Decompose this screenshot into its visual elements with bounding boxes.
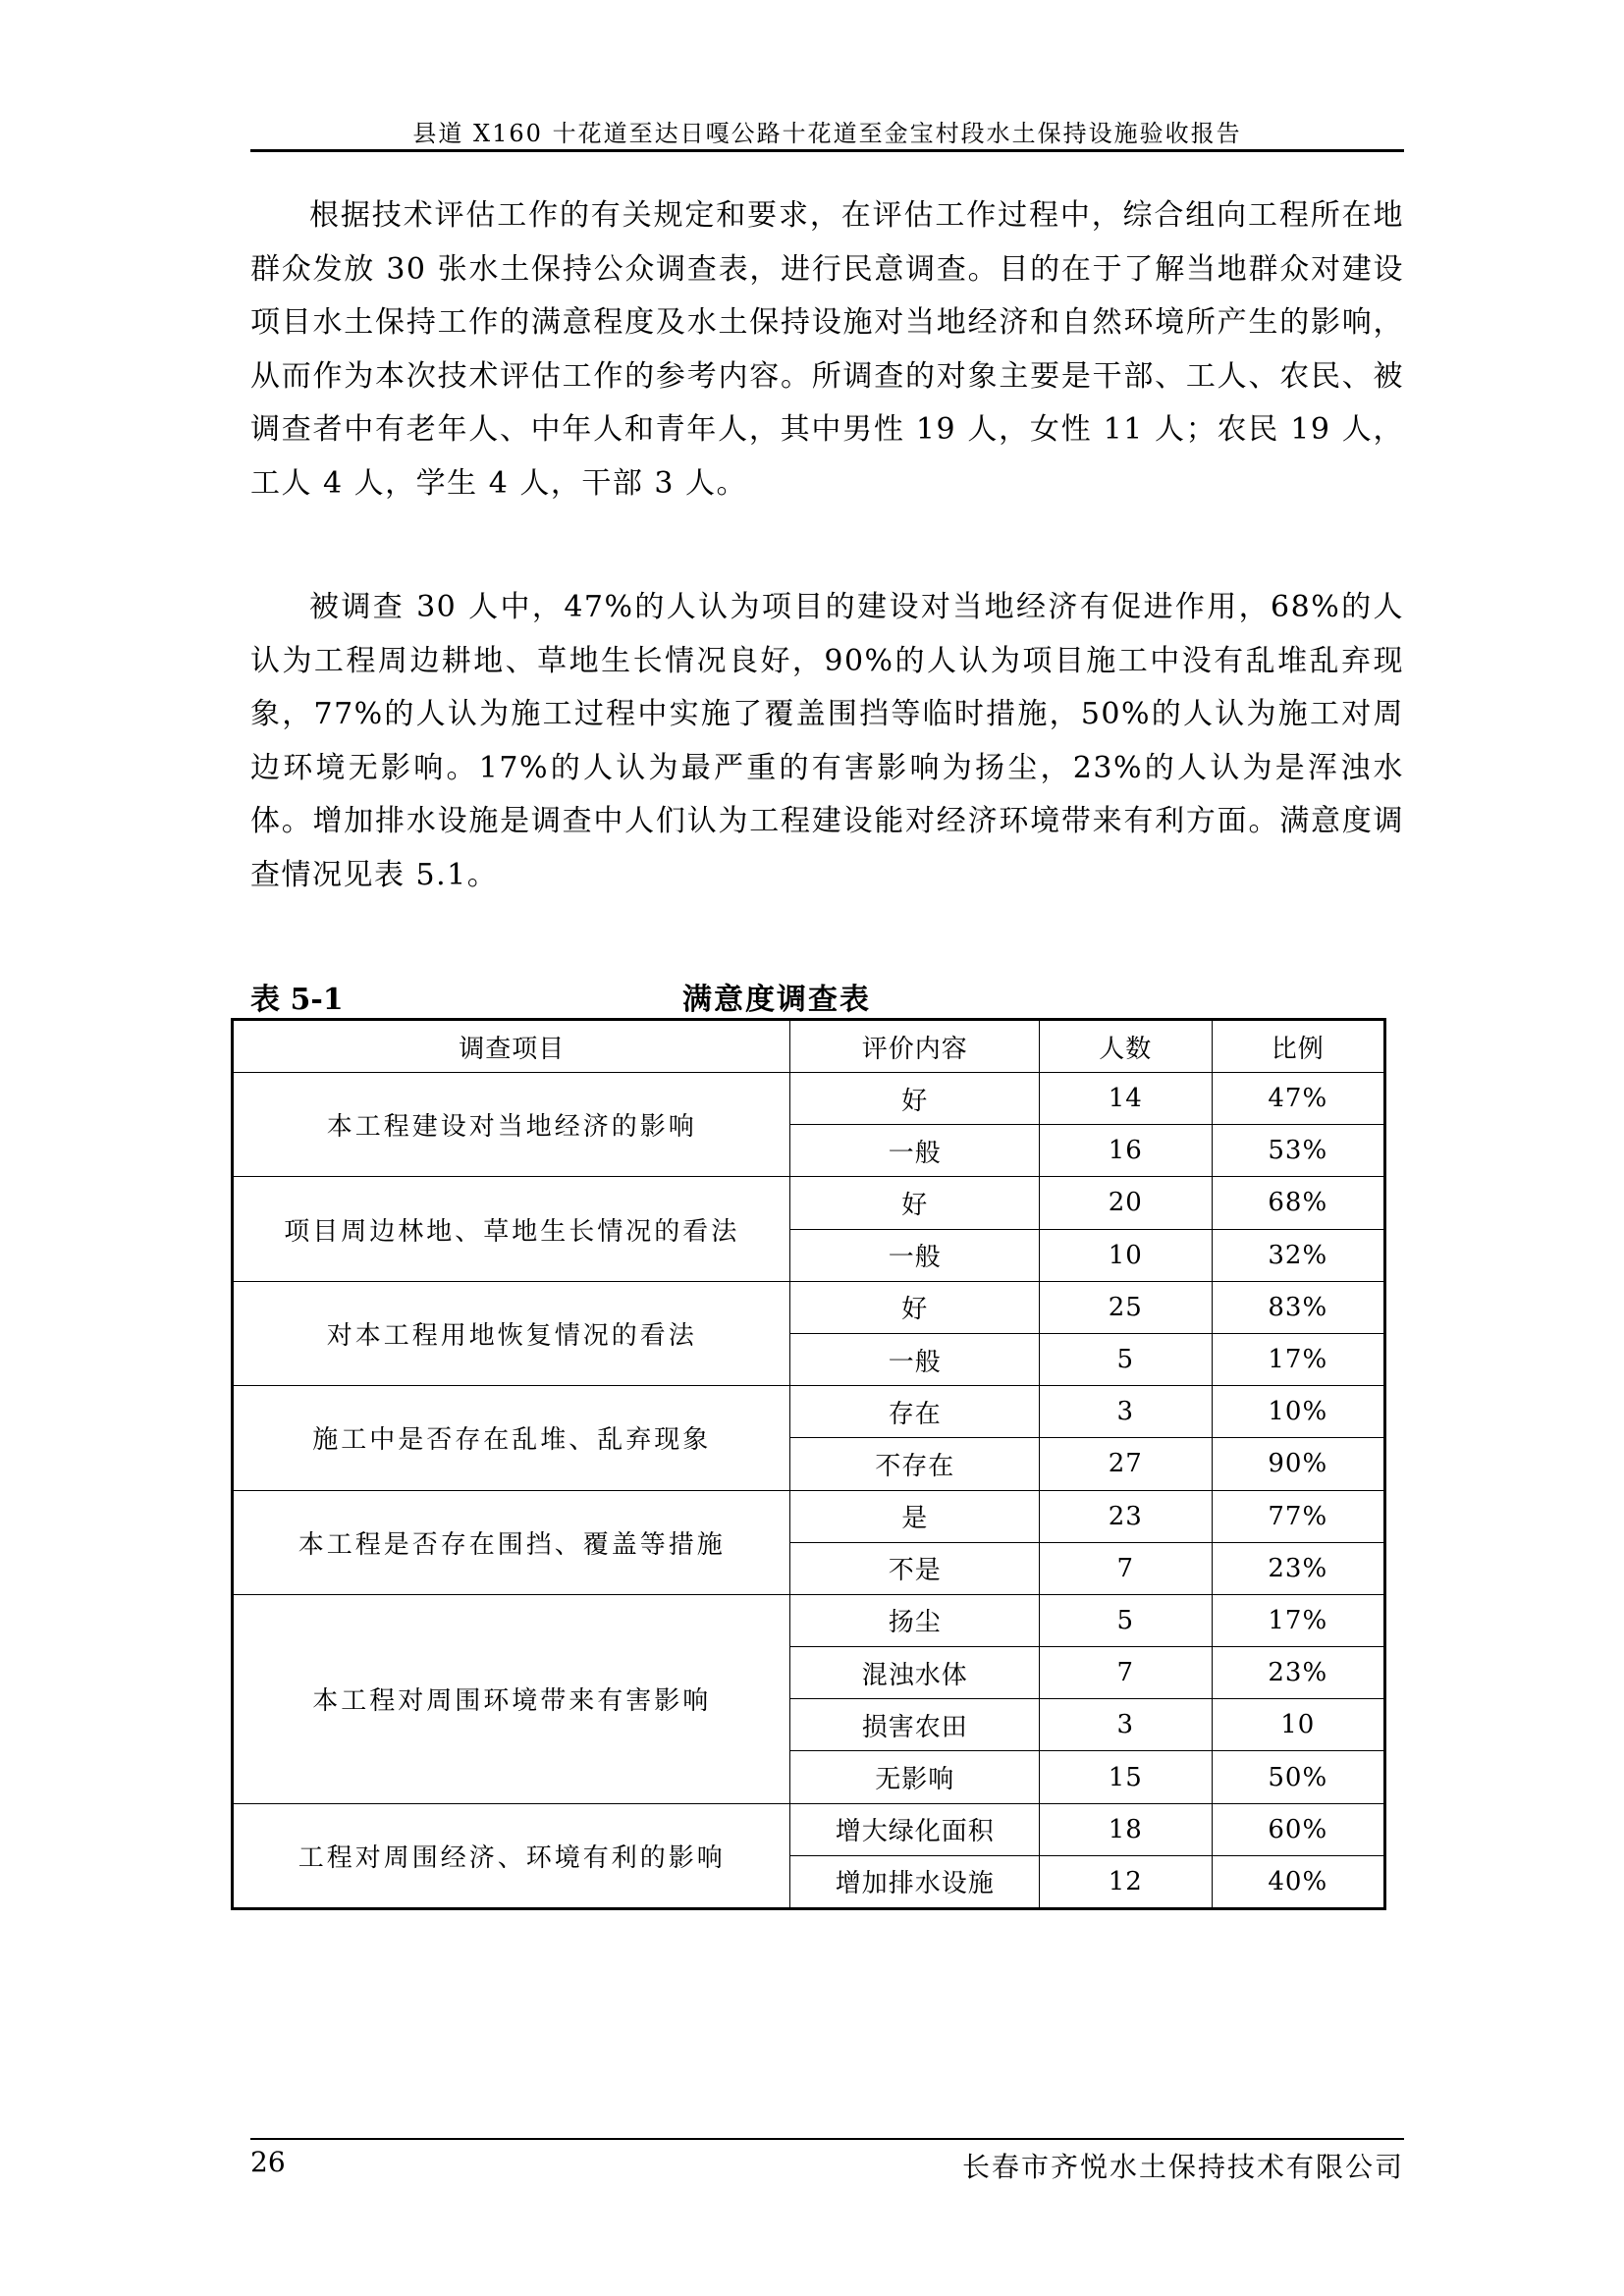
respondent-count: 27 <box>1040 1438 1212 1490</box>
respondent-count: 16 <box>1040 1125 1212 1177</box>
ratio: 32% <box>1212 1229 1384 1281</box>
footer-rule <box>250 2138 1404 2140</box>
ratio: 17% <box>1212 1594 1384 1646</box>
evaluation-content: 增大绿化面积 <box>790 1803 1040 1855</box>
ratio: 40% <box>1212 1855 1384 1908</box>
table-row <box>233 1177 1385 1229</box>
evaluation-content: 无影响 <box>790 1751 1040 1803</box>
ratio: 17% <box>1212 1333 1384 1385</box>
ratio: 83% <box>1212 1281 1384 1333</box>
survey-item: 项目周边林地、草地生长情况的看法 <box>233 1177 790 1281</box>
table-header-row <box>233 1020 1385 1073</box>
ratio: 10% <box>1212 1386 1384 1438</box>
page-number: 26 <box>250 2146 286 2178</box>
table-row <box>233 1803 1385 1855</box>
table-row <box>233 1073 1385 1125</box>
respondent-count: 14 <box>1040 1073 1212 1125</box>
table-title: 满意度调查表 <box>682 983 871 1017</box>
document-header: 县道 X160 十花道至达日嘎公路十花道至金宝村段水土保持设施验收报告 <box>412 120 1242 147</box>
body-paragraph-2: 被调查 30 人中，47%的人认为项目的建设对当地经济有促进作用，68%的人认为工程周边耕地、草地生长情况良好，90%的人认为项目施工中没有乱堆乱弃现象，77%的人认为施工过程中实施了覆盖围挡等临时措施，50%的人认为施工对周边环境无影响。17%的人认为最严重的有害影响为扬尘，23%的人认为是浑浊水体。增加排水设施是调查中人们认为工程建设能对经济环境带来有利方面。满意度调查情况见表 5.1。 <box>250 590 1404 892</box>
ratio: 90% <box>1212 1438 1384 1490</box>
evaluation-content: 一般 <box>790 1125 1040 1177</box>
respondent-count: 3 <box>1040 1699 1212 1751</box>
table-row <box>233 1281 1385 1333</box>
ratio: 68% <box>1212 1177 1384 1229</box>
header-rule <box>250 149 1404 152</box>
evaluation-content: 增加排水设施 <box>790 1855 1040 1908</box>
respondent-count: 18 <box>1040 1803 1212 1855</box>
evaluation-content: 扬尘 <box>790 1594 1040 1646</box>
respondent-count: 7 <box>1040 1647 1212 1699</box>
ratio: 47% <box>1212 1073 1384 1125</box>
evaluation-content: 混浊水体 <box>790 1647 1040 1699</box>
respondent-count: 5 <box>1040 1333 1212 1385</box>
evaluation-content: 好 <box>790 1073 1040 1125</box>
evaluation-content: 好 <box>790 1177 1040 1229</box>
respondent-count: 20 <box>1040 1177 1212 1229</box>
header-count: 人数 <box>1040 1020 1212 1073</box>
evaluation-content: 一般 <box>790 1333 1040 1385</box>
respondent-count: 10 <box>1040 1229 1212 1281</box>
survey-item: 对本工程用地恢复情况的看法 <box>233 1281 790 1385</box>
evaluation-content: 不是 <box>790 1542 1040 1594</box>
survey-item: 本工程建设对当地经济的影响 <box>233 1073 790 1177</box>
survey-item: 本工程对周围环境带来有害影响 <box>233 1594 790 1803</box>
evaluation-content: 不存在 <box>790 1438 1040 1490</box>
respondent-count: 15 <box>1040 1751 1212 1803</box>
ratio: 50% <box>1212 1751 1384 1803</box>
evaluation-content: 损害农田 <box>790 1699 1040 1751</box>
evaluation-content: 存在 <box>790 1386 1040 1438</box>
respondent-count: 12 <box>1040 1855 1212 1908</box>
header-item: 调查项目 <box>233 1020 790 1073</box>
company-name: 长春市齐悦水土保持技术有限公司 <box>961 2151 1404 2183</box>
body-paragraph-1: 根据技术评估工作的有关规定和要求，在评估工作过程中，综合组向工程所在地群众发放 30 张水土保持公众调查表，进行民意调查。目的在于了解当地群众对建设项目水土保持工作的满意程度及水土保持设施对当地经济和自然环境所产生的影响，从而作为本次技术评估工作的参考内容。所调查的对象主要是干部、工人、农民、被调查者中有老年人、中年人和青年人，其中男性 19 人，女性 11 人；农民 19 人，工人 4 人，学生 4 人，干部 3 人。 <box>250 198 1404 501</box>
respondent-count: 3 <box>1040 1386 1212 1438</box>
evaluation-content: 一般 <box>790 1229 1040 1281</box>
table-row <box>233 1490 1385 1542</box>
respondent-count: 7 <box>1040 1542 1212 1594</box>
respondent-count: 25 <box>1040 1281 1212 1333</box>
ratio: 23% <box>1212 1647 1384 1699</box>
evaluation-content: 好 <box>790 1281 1040 1333</box>
satisfaction-survey-table <box>231 1018 1386 1910</box>
header-ratio: 比例 <box>1212 1020 1384 1073</box>
table-number: 表 5-1 <box>250 983 344 1017</box>
evaluation-content: 是 <box>790 1490 1040 1542</box>
header-content: 评价内容 <box>790 1020 1040 1073</box>
survey-item: 工程对周围经济、环境有利的影响 <box>233 1803 790 1908</box>
ratio: 53% <box>1212 1125 1384 1177</box>
table-row <box>233 1386 1385 1438</box>
ratio: 23% <box>1212 1542 1384 1594</box>
table-caption <box>250 975 1404 1017</box>
ratio: 60% <box>1212 1803 1384 1855</box>
ratio: 77% <box>1212 1490 1384 1542</box>
respondent-count: 5 <box>1040 1594 1212 1646</box>
survey-item: 施工中是否存在乱堆、乱弃现象 <box>233 1386 790 1490</box>
respondent-count: 23 <box>1040 1490 1212 1542</box>
ratio: 10 <box>1212 1699 1384 1751</box>
survey-item: 本工程是否存在围挡、覆盖等措施 <box>233 1490 790 1594</box>
table-row <box>233 1594 1385 1646</box>
